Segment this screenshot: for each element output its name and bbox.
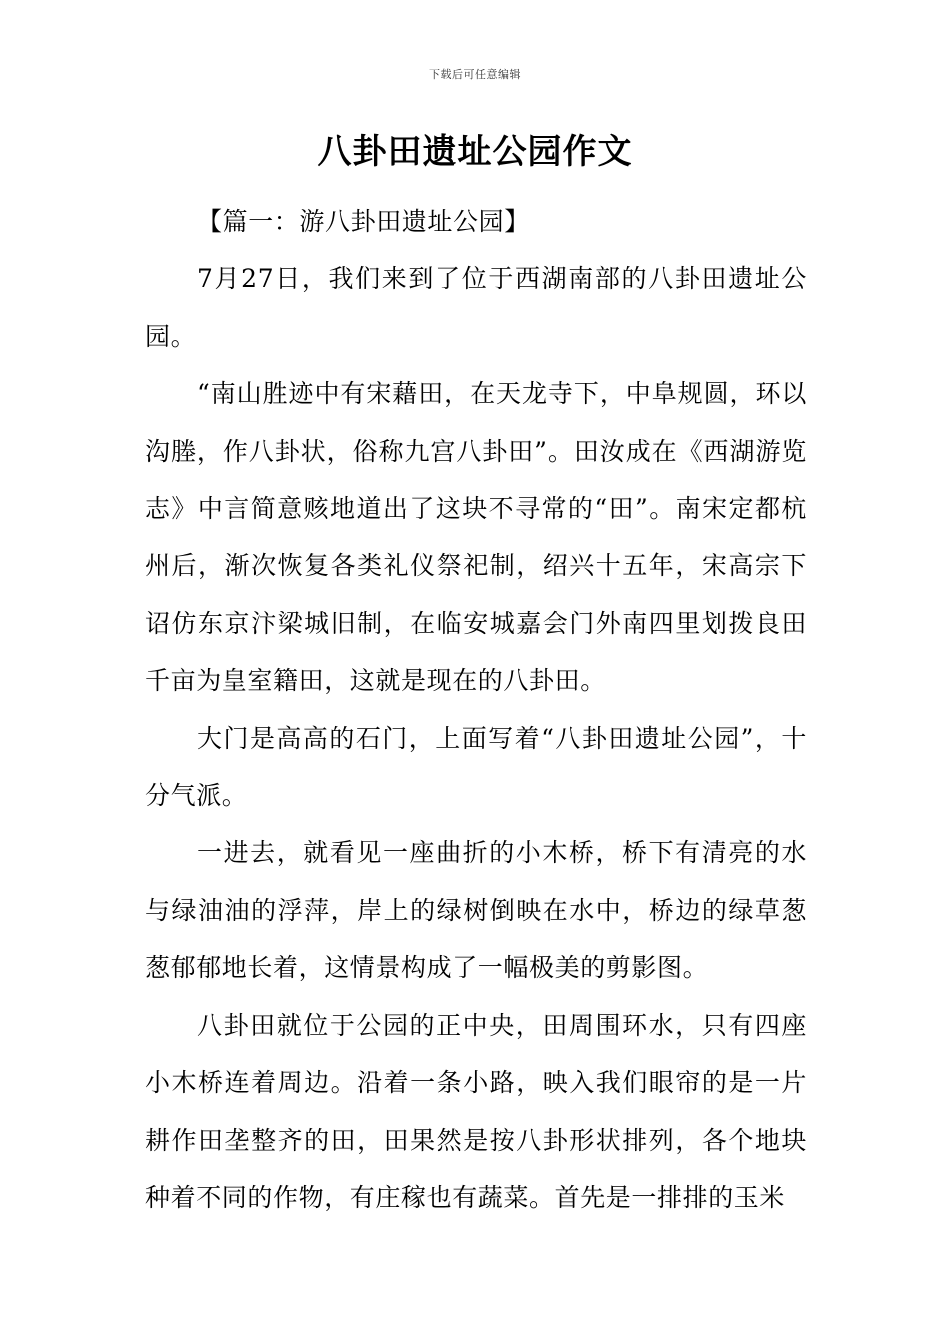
paragraph: 一进去，就看见一座曲折的小木桥，桥下有清亮的水与绿油油的浮萍，岸上的绿树倒映在水中，桥边的绿草葱葱郁郁地长着，这情景构成了一幅极美的剪影图。 — [145, 838, 807, 983]
header-note: 下载后可任意编辑 — [429, 68, 521, 81]
section-heading: 【篇一：游八卦田遗址公园】 — [197, 207, 530, 236]
paragraph: “南山胜迹中有宋藉田，在天龙寺下，中阜规圆，环以沟塍，作八卦状，俗称九宫八卦田”。田汝成在《西湖游览志》中言简意赅地道出了这块不寻常的“田”。南宋定都杭州后，渐次恢复各类礼仪祭祀制，绍兴十五年，宋高宗下诏仿东京汴梁城旧制，在临安城嘉会门外南四里划拨良田千亩为皇室籍田，这就是现在的八卦田。 — [145, 379, 807, 696]
paragraph: 大门是高高的石门，上面写着“八卦田遗址公园”，十分气派。 — [145, 723, 807, 811]
document-title: 八卦田遗址公园作文 — [317, 132, 633, 172]
paragraph: 7月27日，我们来到了位于西湖南部的八卦田遗址公园。 — [145, 264, 807, 351]
document-body — [145, 193, 807, 1226]
paragraph: 八卦田就位于公园的正中央，田周围环水，只有四座小木桥连着周边。沿着一条小路，映入我们眼帘的是一片耕作田垄整齐的田，田果然是按八卦形状排列，各个地块种着不同的作物，有庄稼也有蔬菜。首先是一排排的玉米 — [145, 1010, 807, 1212]
